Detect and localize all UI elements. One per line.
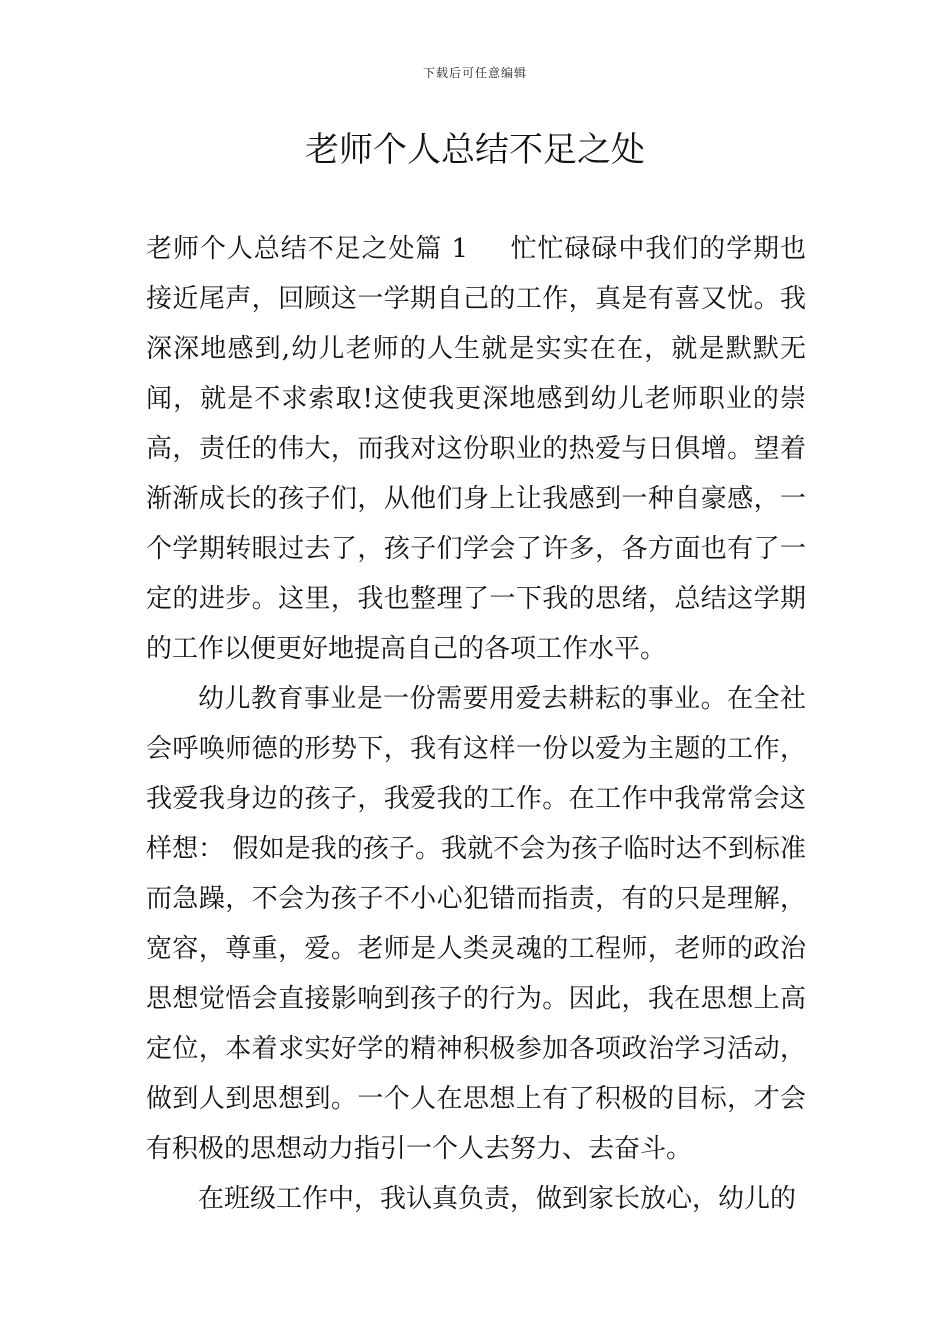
document-body [146, 224, 806, 1224]
paragraph-1 [146, 224, 806, 674]
paragraph-2: 幼儿教育事业是一份需要用爱去耕耘的事业。在全社会呼唤师德的形势下，我有这样一份以爱为主题的工作，我爱我身边的孩子，我爱我的工作。在工作中我常常会这样想： 假如是我的孩子。我就不会为孩子临时达不到标准而急躁，不会为孩子不小心犯错而指责，有的只是理解，宽容，尊重，爱。老师是人类灵魂的工程师，老师的政治思想觉悟会直接影响到孩子的行为。因此，我在思想上高定位，本着求实好学的精神积极参加各项政治学习活动，做到人到思想到。一个人在思想上有了积极的目标，才会有积极的思想动力指引一个人去努力、去奋斗。 [146, 684, 806, 1164]
header-note: 下载后可任意编辑 [422, 66, 527, 80]
document-title: 老师个人总结不足之处 [305, 130, 645, 170]
paragraph-1-text: 忙忙碌碌中我们的学期也接近尾声，回顾这一学期自己的工作，真是有喜又忧。我深深地感到,幼儿老师的人生就是实实在在，就是默默无闻，就是不求索取!这使我更深地感到幼儿老师职业的崇高，责任的伟大，而我对这份职业的热爱与日俱增。望着渐渐成长的孩子们，从他们身上让我感到一种自豪感，一个学期转眼过去了，孩子们学会了许多，各方面也有了一定的进步。这里，我也整理了一下我的思绪，总结这学期的工作以便更好地提高自己的各项工作水平。 [146, 234, 806, 664]
paragraph-3: 在班级工作中，我认真负责，做到家长放心，幼儿的 [198, 1184, 797, 1214]
intro-heading: 老师个人总结不足之处篇 1 [146, 234, 469, 264]
